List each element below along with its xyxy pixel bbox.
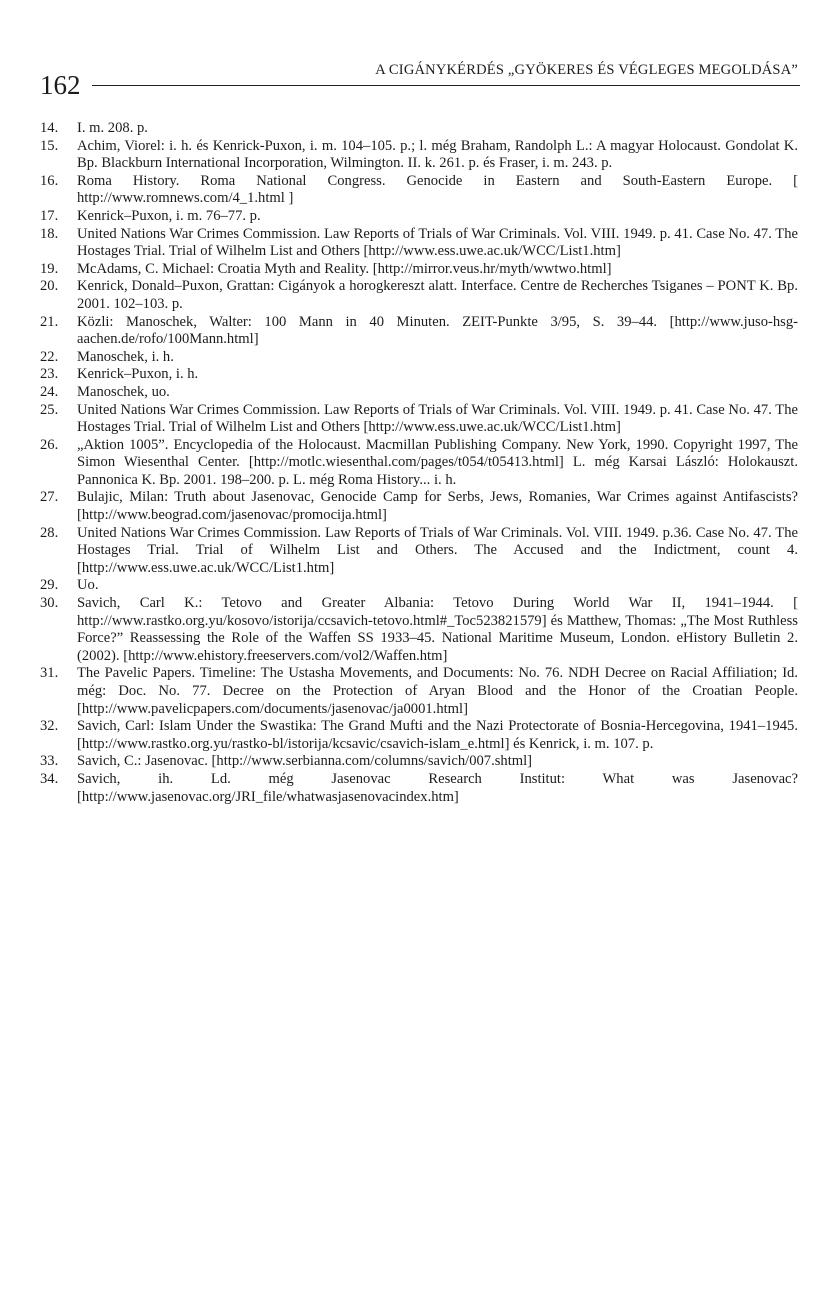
endnote-item xyxy=(40,402,798,437)
endnote-text: Kenrick, Donald–Puxon, Grattan: Cigányok a horogkereszt alatt. Interface. Centre de Recherches Tsiganes – PONT K. Bp. 2001. 102–103. p. xyxy=(77,278,798,312)
endnote-item xyxy=(40,366,798,384)
endnote-text: The Pavelic Papers. Timeline: The Ustasha Movements, and Documents: No. 76. NDH Decree on Racial Affiliation; Id. még: Doc. No. 77. Decree on the Protection of Aryan Blood and the Honor of the Croatian People. [http://www.pavelicpapers.com/documents/jasenovac/ja0001.html] xyxy=(77,665,798,717)
endnote-number: 17. xyxy=(40,207,59,224)
endnote-text: United Nations War Crimes Commission. Law Reports of Trials of War Criminals. Vol. VIII. 1949. p. 41. Case No. 47. The Hostages Trial. Trial of Wilhelm List and Others [http://www.ess.uwe.ac.uk/WCC/List1.htm] xyxy=(77,401,798,436)
page-number: 162 xyxy=(40,70,81,100)
endnote-item xyxy=(40,120,798,138)
endnote-text: Roma History. Roma National Congress. Genocide in Eastern and South-Eastern Europe. [ http://www.romnews.com/4_1.html ] xyxy=(77,172,798,207)
endnote-item xyxy=(40,525,798,578)
endnote-item xyxy=(40,665,798,718)
endnote-number: 27. xyxy=(40,489,59,506)
endnote-number: 24. xyxy=(40,383,59,400)
endnote-item xyxy=(40,278,798,313)
endnote-item xyxy=(40,577,798,595)
endnote-text: Kenrick–Puxon, i. m. 76–77. p. xyxy=(77,207,261,224)
endnote-text: Savich, Carl: Islam Under the Swastika: The Grand Mufti and the Nazi Protectorate of Bosnia-Hercegovina, 1941–1945. [http://www.rastko.org.yu/rastko-bl/istorija/kcsavic/csavich-islam_e.html] és Kenrick, i. m. 107. p. xyxy=(77,718,798,752)
endnote-text: Savich, C.: Jasenovac. [http://www.serbianna.com/columns/savich/007.shtml] xyxy=(77,753,533,770)
endnote-number: 31. xyxy=(40,665,59,682)
endnote-text: I. m. 208. p. xyxy=(77,120,148,136)
endnote-item xyxy=(40,314,798,349)
endnote-number: 34. xyxy=(40,770,59,787)
endnote-text: Kenrick–Puxon, i. h. xyxy=(77,366,199,383)
endnote-item xyxy=(40,489,798,524)
endnote-item xyxy=(40,595,798,665)
endnote-text: United Nations War Crimes Commission. Law Reports of Trials of War Criminals. Vol. VIII. 1949. p. 41. Case No. 47. The Hostages Trial. Trial of Wilhelm List and Others [http://www.ess.uwe.ac.uk/WCC/List1.htm] xyxy=(77,225,798,260)
endnote-text: Manoschek, i. h. xyxy=(77,348,174,365)
endnote-number: 19. xyxy=(40,260,59,277)
endnote-item xyxy=(40,173,798,208)
endnote-number: 26. xyxy=(40,436,59,453)
endnote-item xyxy=(40,226,798,261)
endnote-text: Savich, Carl K.: Tetovo and Greater Albania: Tetovo During World War II, 1941–1944. [ http://www.rastko.org.yu/kosovo/istorija/ccsavich-tetovo.html#_Toc523821579] és Matthew, Thomas: „The Most Ruthless Force?” Reassessing the Role of the Waffen SS 1933–45. National Maritime Museum, London. eHistory Bulletin 2. (2002). [http://www.ehistory.freeservers.com/vol2/Waffen.htm] xyxy=(77,595,798,664)
endnote-item xyxy=(40,261,798,279)
endnote-item xyxy=(40,718,798,753)
endnote-item xyxy=(40,138,798,173)
running-title: A CIGÁNYKÉRDÉS „GYÖKERES ÉS VÉGLEGES MEGOLDÁSA” xyxy=(375,62,798,78)
endnote-number: 25. xyxy=(40,401,59,418)
endnote-item xyxy=(40,753,798,771)
endnote-text: „Aktion 1005”. Encyclopedia of the Holocaust. Macmillan Publishing Company. New York, 1990. Copyright 1997, The Simon Wiesenthal Center. [http://motlc.wiesenthal.com/pages/t054/t05413.html] L. még Karsai László: Holokauszt. Pannonica K. Bp. 2001. 198–200. p. L. még Roma History... i. h. xyxy=(77,436,798,488)
endnote-number: 28. xyxy=(40,524,59,541)
endnote-number: 32. xyxy=(40,718,59,735)
endnote-item xyxy=(40,208,798,226)
endnote-number: 30. xyxy=(40,595,59,612)
page-header xyxy=(40,60,800,100)
endnote-text: McAdams, C. Michael: Croatia Myth and Reality. [http://mirror.veus.hr/myth/wwtwo.html] xyxy=(77,260,612,277)
endnote-number: 18. xyxy=(40,225,59,242)
endnote-number: 23. xyxy=(40,366,59,383)
endnote-text: Közli: Manoschek, Walter: 100 Mann in 40 Minuten. ZEIT-Punkte 3/95, S. 39–44. [http://www.juso-hsg-aachen.de/rofo/100Mann.html] xyxy=(77,313,798,348)
endnote-text: Uo. xyxy=(77,577,99,594)
endnote-number: 29. xyxy=(40,577,59,594)
endnotes-list xyxy=(40,120,798,806)
endnote-text: Manoschek, uo. xyxy=(77,383,170,400)
endnote-text: United Nations War Crimes Commission. Law Reports of Trials of War Criminals. Vol. VIII. 1949. p.36. Case No. 47. The Hostages Trial. Trial of Wilhelm List and Others. The Accused and the Indictment, count 4. [http://www.ess.uwe.ac.uk/WCC/List1.htm] xyxy=(77,524,798,576)
endnote-text: Achim, Viorel: i. h. és Kenrick-Puxon, i. m. 104–105. p.; l. még Braham, Randolph L.: A magyar Holocaust. Gondolat K. Bp. Blackburn International Incorporation, Wilmington. II. k. 261. p. és Fraser, i. m. 243. p. xyxy=(77,137,798,172)
endnote-text: Bulajic, Milan: Truth about Jasenovac, Genocide Camp for Serbs, Jews, Romanies, War Crimes against Antifascists? [http://www.beograd.com/jasenovac/promocija.html] xyxy=(77,489,798,524)
endnote-item xyxy=(40,771,798,806)
endnote-number: 15. xyxy=(40,137,59,154)
endnote-number: 16. xyxy=(40,172,59,189)
endnote-number: 14. xyxy=(40,120,59,136)
endnote-item xyxy=(40,384,798,402)
endnote-number: 22. xyxy=(40,348,59,365)
endnote-number: 20. xyxy=(40,278,59,295)
endnote-number: 33. xyxy=(40,753,59,770)
endnote-item xyxy=(40,349,798,367)
endnote-item xyxy=(40,437,798,490)
endnote-number: 21. xyxy=(40,313,59,330)
header-rule xyxy=(92,85,800,86)
endnote-text: Savich, ih. Ld. még Jasenovac Research Institut: What was Jasenovac? [http://www.jasenovac.org/JRI_file/whatwasjasenovacindex.htm] xyxy=(77,770,798,805)
